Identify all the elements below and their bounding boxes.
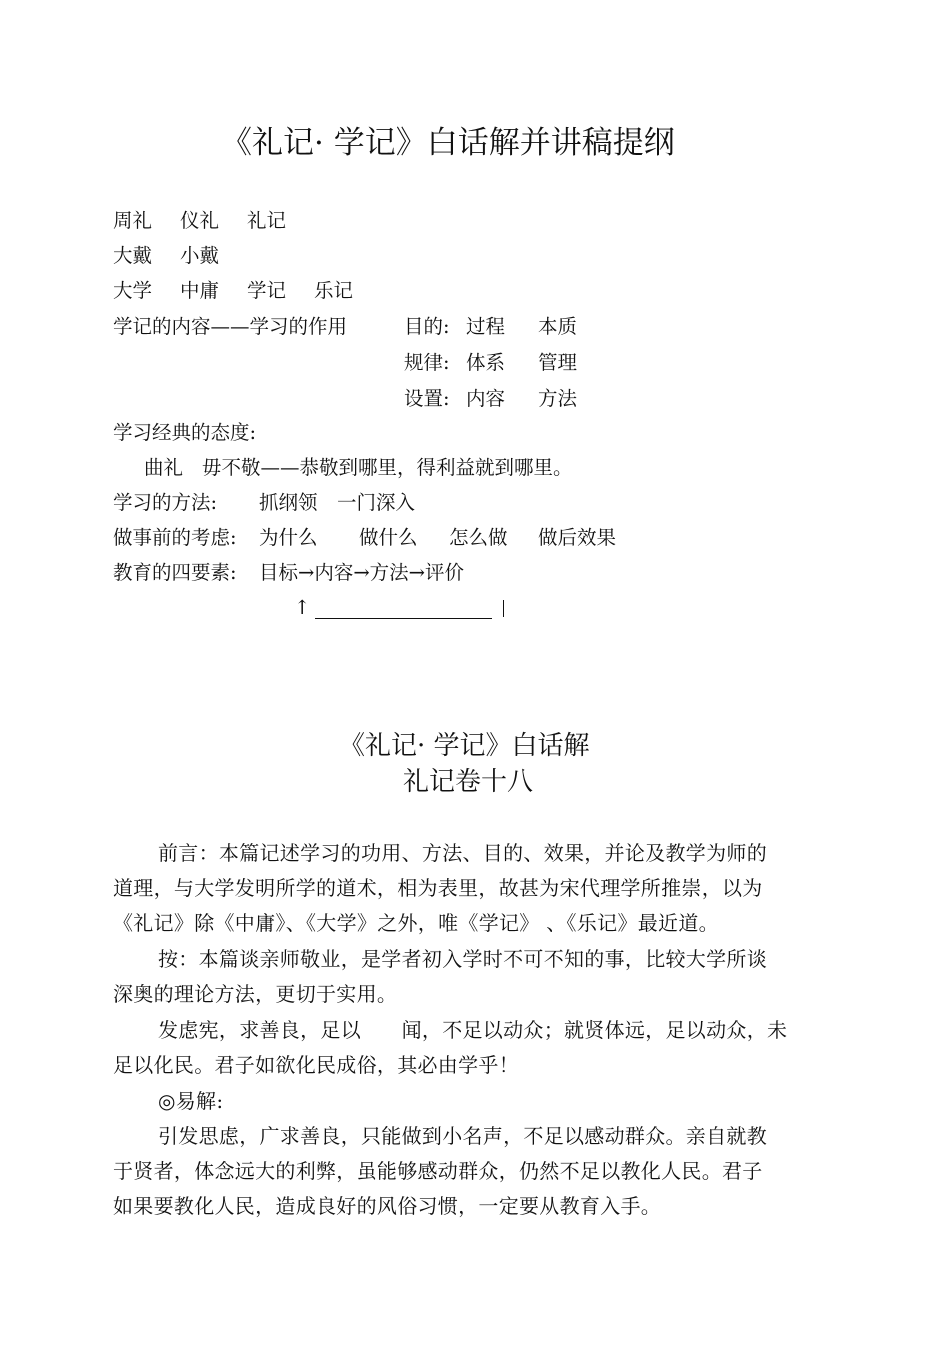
outline-attitude-heading: 学习经典的态度: [113, 421, 257, 444]
outline-method-label: 学习的方法: [113, 491, 218, 514]
preface-line: 《礼记》除《中庸》、《大学》之外，唯《学记》 、《乐记》最近道。 [113, 911, 719, 935]
source-text-line: 足以化民。君子如欲化民成俗，其必由学乎！ [113, 1053, 519, 1077]
preface-line: 前言：本篇记述学习的功用、方法、目的、效果，并论及教学为师的 [158, 841, 767, 865]
outline-row-1-item: 仪礼 [180, 209, 220, 232]
outline-consider-item: 做什么 [359, 526, 418, 549]
outline-row-3-item: 大学 [113, 279, 153, 302]
outline-method-item: 抓纲领 [259, 491, 318, 514]
outline-row-2-item: 大戴 [113, 244, 153, 267]
outline-label-setting: 设置: [404, 387, 450, 410]
outline-method-item: 一门深入 [337, 491, 416, 514]
outline-consider-label: 做事前的考虑: [113, 526, 237, 549]
preface-line: 道理，与大学发明所学的道术，相为表里，故甚为宋代理学所推崇，以为 [113, 876, 763, 900]
outline-setting-item: 内容 [466, 387, 506, 410]
outline-row-3-item: 学记 [247, 279, 287, 302]
explanation-line: 引发思虑，广求善良，只能做到小名声，不足以感动群众。亲自就教 [158, 1124, 767, 1148]
outline-consider-item: 做后效果 [538, 526, 617, 549]
outline-row-1-item: 周礼 [113, 209, 153, 232]
feedback-loop-bar [503, 600, 504, 617]
outline-content-heading: 学记的内容——学习的作用 [113, 315, 348, 338]
outline-setting-item: 方法 [538, 387, 578, 410]
outline-consider-item: 为什么 [259, 526, 318, 549]
note-line: 深奥的理论方法，更切于实用。 [113, 982, 398, 1006]
outline-law-item: 体系 [466, 351, 506, 374]
source-text-line: 发虑宪，求善良，足以 闻，不足以动众；就贤体远，足以动众，未 [158, 1018, 788, 1042]
outline-row-3-item: 中庸 [180, 279, 220, 302]
outline-purpose-item: 本质 [538, 315, 578, 338]
explanation-heading: ◎易解: [158, 1089, 224, 1113]
outline-purpose-item: 过程 [466, 315, 506, 338]
outline-label-purpose: 目的: [404, 315, 450, 338]
outline-row-3-item: 乐记 [314, 279, 354, 302]
note-line: 按：本篇谈亲师敬业，是学者初入学时不可不知的事，比较大学所谈 [158, 947, 767, 971]
outline-consider-item: 怎么做 [449, 526, 508, 549]
outline-label-law: 规律: [404, 351, 450, 374]
outline-four-elements-chain: 目标→内容→方法→评价 [259, 561, 465, 584]
section-subtitle: 礼记卷十八 [403, 767, 534, 797]
explanation-line: 如果要教化人民，造成良好的风俗习惯，一定要从教育入手。 [113, 1194, 662, 1218]
page-title: 《礼记· 学记》白话解并讲稿提纲 [221, 125, 675, 161]
outline-row-1-item: 礼记 [247, 209, 287, 232]
outline-four-elements-label: 教育的四要素: [113, 561, 237, 584]
outline-law-item: 管理 [538, 351, 578, 374]
outline-quli-term: 曲礼 [144, 456, 184, 479]
outline-row-2-item: 小戴 [180, 244, 220, 267]
feedback-up-arrow-icon: ↑ [294, 596, 311, 619]
section-title: 《礼记· 学记》白话解 [339, 731, 590, 761]
outline-quli-text: 毋不敬——恭敬到哪里，得利益就到哪里。 [202, 456, 573, 479]
explanation-line: 于贤者，体念远大的利弊，虽能够感动群众，仍然不足以教化人民。君子 [113, 1159, 763, 1183]
feedback-loop-line [315, 618, 492, 619]
